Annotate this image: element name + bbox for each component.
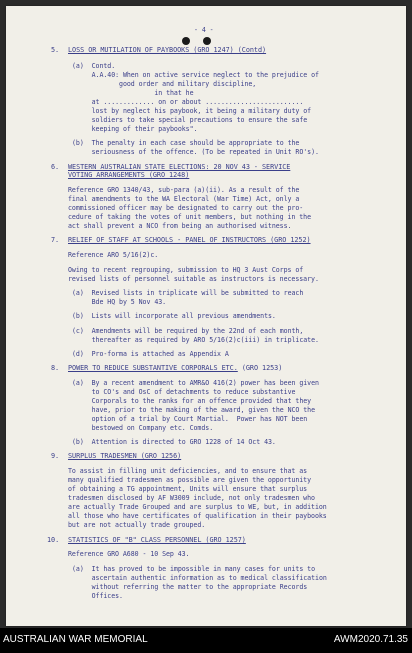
page-number: - 4 - [194, 26, 214, 34]
s5a-line: soldiers to take special precautions to ensure the safe [72, 116, 308, 124]
s5a-line: good order and military discipline, [72, 80, 257, 88]
s10a-line: without referring the matter to the appropriate Records [72, 583, 308, 591]
s5b-line: (b) The penalty in each case should be appropriate to the [72, 139, 300, 147]
s8b-line: (b) Attention is directed to GRO 1228 of 14 Oct 43. [72, 438, 276, 446]
section-8-title-ref: (GRO 1253) [237, 364, 283, 372]
section-9-title: SURPLUS TRADESMEN (GRO 1256) [68, 452, 182, 460]
s9-line: tradesmen disclosed by AF W3009 include, not only tradesmen who [68, 494, 315, 502]
s6-line: final amendments to the WA Electoral (War Time) Act, only a [68, 195, 300, 203]
s6-line: act shall prevent a NCO from being an authorised witness. [68, 222, 292, 230]
punch-hole [203, 37, 211, 45]
section-10-number: 10. [47, 536, 60, 544]
section-10-title: STATISTICS OF "B" CLASS PERSONNEL (GRO 1257) [68, 536, 246, 544]
s7a-line: Bde HQ by 5 Nov 43. [72, 298, 167, 306]
s10-reference: Reference GRO A680 - 10 Sep 43. [68, 550, 190, 558]
s7-line: revised lists of personnel suitable as instructors is necessary. [68, 275, 319, 283]
s9-line: To assist in filling unit deficiencies, and to ensure that as [68, 467, 308, 475]
s5b-line: seriousness of the offence. (To be repeated in Unit RO's). [72, 148, 319, 156]
s9-line: but are not actually trade grouped. [68, 521, 206, 529]
section-5-number: 5. [51, 46, 60, 54]
archive-footer [0, 628, 412, 653]
s8a-line: bestowed on Company etc. Comds. [72, 424, 214, 432]
section-5-title: LOSS OR MUTILATION OF PAYBOOKS (GRO 1247) (Contd) [68, 46, 267, 54]
section-8-number: 8. [51, 364, 60, 372]
s6-line: Reference GRO 1340/43, sub-para (a)(ii). As a result of the [68, 186, 300, 194]
s5a-line: keeping of their paybooks". [72, 125, 198, 133]
section-7-number: 7. [51, 236, 60, 244]
s5a-line: A.A.40: When on active service neglect to the prejudice of [72, 71, 319, 79]
s10a-line: Offices. [72, 592, 123, 600]
s8a-line: option of a trial by Court Martial. Power has NOT been [72, 415, 308, 423]
section-8-title: POWER TO REDUCE SUBSTANTIVE CORPORALS ETC. [68, 364, 238, 372]
section-9-number: 9. [51, 452, 60, 460]
s7d-line: (d) Pro-forma is attached as Appendix A [72, 350, 229, 358]
s6-line: commissioned officer may be designated to carry out the pro- [68, 204, 304, 212]
s10a-line: ascertain authentic information as to medical classification [72, 574, 327, 582]
s8a-line: Corporals to the ranks for an offence provided that they [72, 397, 312, 405]
s5a-line: (a) Contd. [72, 62, 116, 70]
s7b-line: (b) Lists will incorporate all previous amendments. [72, 312, 276, 320]
s10a-line: (a) It has proved to be impossible in many cases for units to [72, 565, 316, 573]
s5a-line: at ............. on or about ......................... [72, 98, 304, 106]
s9-line: are actually Trade Grouped and are surplus to WE, but, in addition [68, 503, 327, 511]
s9-line: of obtaining a TG appointment, Units will ensure that surplus [68, 485, 308, 493]
s8a-line: to CO's and OsC of detachments to reduce substantive [72, 388, 296, 396]
section-8-title-row [68, 364, 282, 372]
s5a-line: in that he [72, 89, 194, 97]
s7c-line: thereafter as required by ARO 5/16(2)c(iii) in triplicate. [72, 336, 319, 344]
section-7-title: RELIEF OF STAFF AT SCHOOLS - PANEL OF INSTRUCTORS (GRO 1252) [68, 236, 311, 244]
s9-line: many qualified tradesmen as possible are given the opportunity [68, 476, 312, 484]
s7a-line: (a) Revised lists in triplicate will be submitted to reach [72, 289, 304, 297]
s5a-line: lost by neglect his paybook, it being a military duty of [72, 107, 312, 115]
s8a-line: (a) By a recent amendment to AMR&O 416(2) power has been given [72, 379, 319, 387]
s6-line: cedure of taking the votes of unit members, but nothing in the [68, 213, 312, 221]
s8a-line: have, prior to the making of the award, given the NCO the [72, 406, 316, 414]
punch-hole [182, 37, 190, 45]
footer-accession-id: AWM2020.71.35 [333, 634, 408, 645]
document-page [6, 6, 406, 626]
section-6-title-2: VOTING ARRANGEMENTS (GRO 1248) [68, 171, 190, 179]
section-6-number: 6. [51, 163, 60, 171]
footer-institution: AUSTRALIAN WAR MEMORIAL [3, 634, 148, 645]
section-6-title: WESTERN AUSTRALIAN STATE ELECTIONS: 20 NOV 43 - SERVICE [68, 163, 291, 171]
s7c-line: (c) Amendments will be required by the 22nd of each month, [72, 327, 304, 335]
s7-line: Owing to recent regrouping, submission to HQ 3 Aust Corps of [68, 266, 304, 274]
s9-line: all those who have certificates of qualification in their paybooks [68, 512, 327, 520]
s7-reference: Reference ARO 5/16(2)c. [68, 251, 159, 259]
